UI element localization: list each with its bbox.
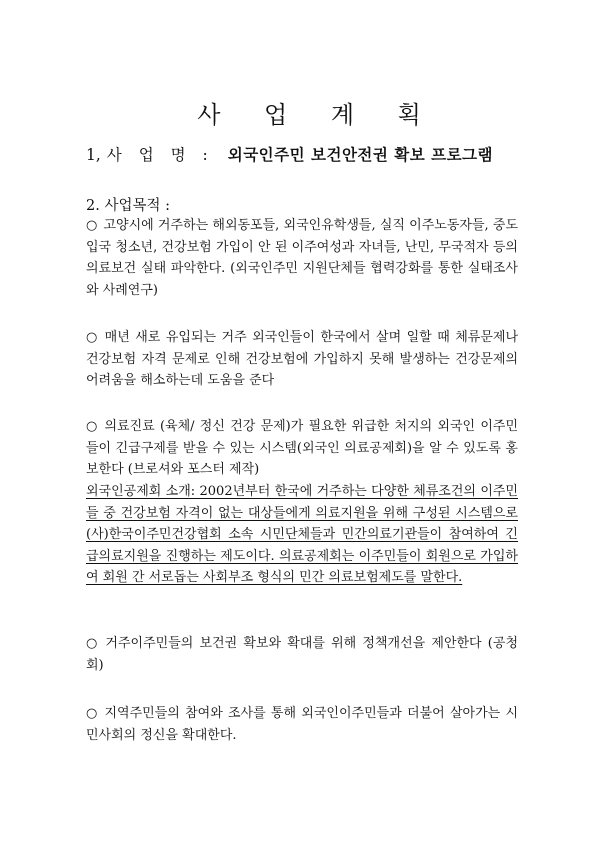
purpose-item [86, 327, 518, 392]
purpose-item [86, 215, 518, 301]
purpose-item-text: 고양시에 거주하는 해외동포들, 외국인유학생들, 실직 이주노동자들, 중도입국 청소년, 건강보험 가입이 안 된 이주여성과 자녀들, 난민, 무국적자 등의 의료보건 실태 파악한다. (외국인주민 지원단체들 협력강화를 통한 실태조사와 사례연구) [86, 218, 519, 298]
project-name-label: 사 업 명 : [106, 146, 214, 164]
document-title: 사 업 계 획 [197, 101, 439, 129]
circle-bullet-icon: ○ [86, 706, 99, 721]
project-name-line [86, 143, 566, 165]
project-name-value: 외국인주민 보건안전권 확보 프로그램 [227, 145, 493, 164]
circle-bullet-icon: ○ [86, 636, 100, 651]
purpose-item-text: 거주이주민들의 보건권 확보와 확대를 위해 정책개선을 제안한다 (공청회) [86, 636, 518, 673]
purpose-item [86, 703, 518, 747]
mutual-aid-note: 외국인공제회 소개: 2002년부터 한국에 거주하는 다양한 체류조건의 이주민들 중 건강보험 자격이 없는 대상들에게 의료지원을 위해 구성된 시스템으로 (사)한국이주민건강협회 소속 시민단체들과 민간의료기관들이 참여하여 긴급의료지원을 진행하는 제도이다. 의료공제회는 이주민들이 회원으로 가입하여 회원 간 서로돕는 사회부조 형식의 민간 의료보험제도를 말한다. [86, 484, 518, 586]
section-number: 1, [86, 146, 101, 164]
circle-bullet-icon: ○ [86, 330, 99, 345]
purpose-heading: 2. 사업목적 : [86, 198, 170, 214]
purpose-item-text: 지역주민들의 참여와 조사를 통해 외국인이주민들과 더불어 살아가는 시민사회의 정신을 확대한다. [86, 706, 518, 743]
purpose-list [86, 215, 518, 747]
purpose-item-text: 의료진료 (육체/ 정신 건강 문제)가 필요한 위급한 처지의 외국인 이주민들이 긴급구제를 받을 수 있는 시스템(외국인 의료공제회)을 알 수 있도록 홍보한다 (브로셔와 포스터 제작) [86, 419, 519, 478]
purpose-item [86, 633, 518, 677]
circle-bullet-icon: ○ [86, 218, 98, 233]
purpose-item [86, 416, 518, 481]
circle-bullet-icon: ○ [86, 419, 99, 434]
purpose-item-text: 매년 새로 유입되는 거주 외국인들이 한국에서 살며 일할 때 체류문제나 건강보험 자격 문제로 인해 건강보험에 가입하지 못해 발생하는 건강문제의 어려움을 해소하는데 도움을 준다 [86, 330, 518, 389]
